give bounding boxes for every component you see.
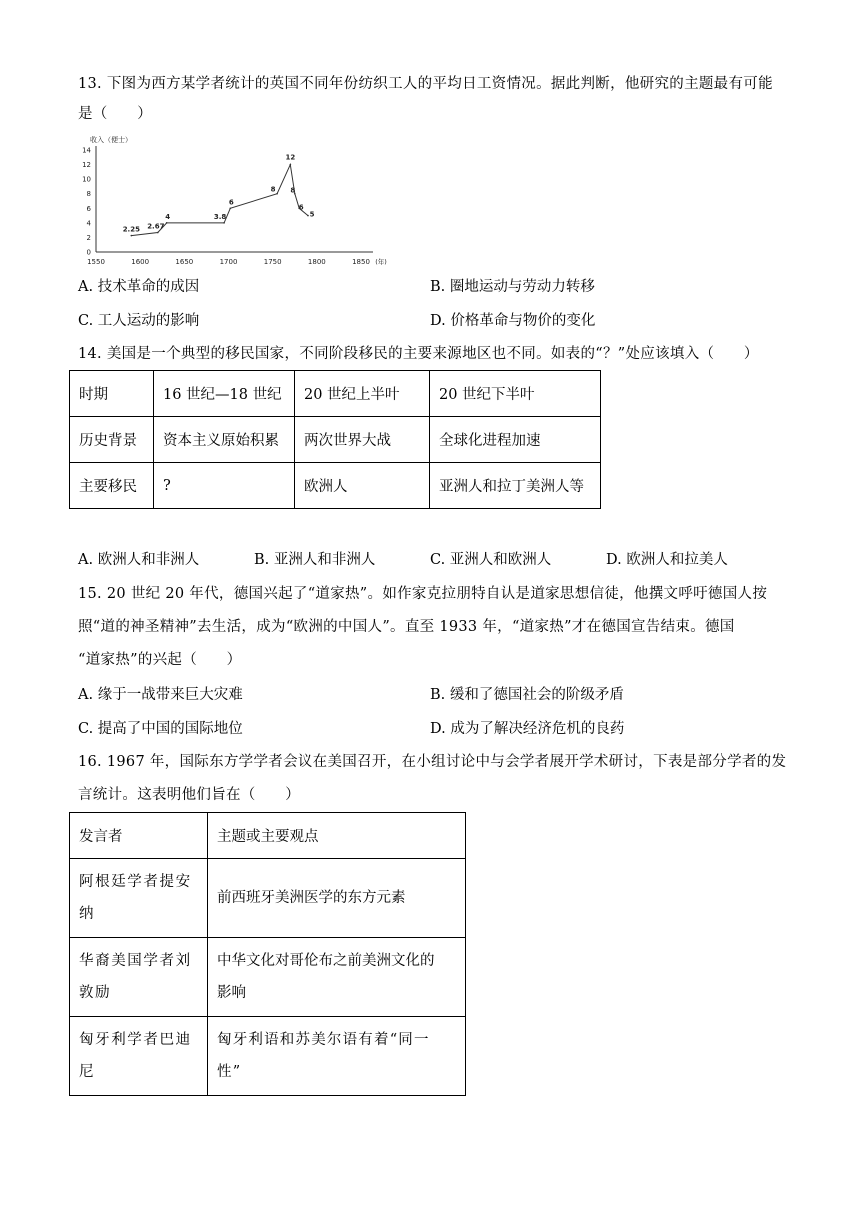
x-tick-label: 1700: [219, 258, 238, 266]
y-tick-label: 6: [86, 204, 91, 213]
table-cell: 历史背景: [70, 417, 154, 463]
speaker-line: 敦励: [79, 985, 112, 1001]
y-tick-label: 2: [86, 233, 91, 242]
data-point: [307, 215, 309, 217]
y-axis-label: 收入（便士）: [90, 136, 132, 144]
q15-stem-line2: 照“道的神圣精神”去生活，成为“欧洲的中国人”。直至 1933 年，“道家热”才在德国宣告结束。德国: [78, 619, 735, 635]
x-tick-label: 1550: [87, 258, 105, 266]
table-row: [70, 371, 601, 417]
data-point: [229, 207, 231, 209]
speaker-line: 华裔美国学者刘: [79, 953, 192, 969]
x-tick-label: 1650: [175, 258, 194, 266]
data-label: 6: [298, 203, 304, 212]
q15-option-b[interactable]: B. 缓和了德国社会的阶级矛盾: [430, 687, 624, 703]
y-tick-label: 12: [82, 161, 91, 170]
q16-stem-line2: 言统计。这表明他们旨在（ ）: [78, 787, 300, 803]
data-label: 12: [285, 153, 296, 162]
speaker-cell: [70, 859, 208, 938]
table-cell: 16 世纪—18 世纪: [154, 371, 295, 417]
q13-option-c[interactable]: C. 工人运动的影响: [78, 313, 200, 329]
data-label: 3.8: [213, 212, 227, 221]
topic-line: 影响: [217, 985, 246, 1001]
data-label: 5: [309, 210, 315, 219]
table-row: [70, 938, 466, 1017]
table-cell: 20 世纪下半叶: [430, 371, 601, 417]
table-cell: 亚洲人和拉丁美洲人等: [430, 463, 601, 509]
data-label: 6: [228, 198, 234, 207]
q16-stem-line1: 16. 1967 年，国际东方学学者会议在美国召开，在小组讨论中与会学者展开学术研讨，下表是部分学者的发: [78, 754, 787, 770]
table-row: [70, 1017, 466, 1096]
y-tick-label: 14: [82, 146, 91, 155]
topic-line: 性”: [217, 1064, 242, 1080]
topic-cell: [208, 859, 466, 938]
data-label: 8: [270, 185, 276, 194]
q13-option-d[interactable]: D. 价格革命与物价的变化: [430, 313, 596, 329]
topic-cell: [208, 938, 466, 1017]
table-row: [70, 813, 466, 859]
q15-stem-line1: 15. 20 世纪 20 年代，德国兴起了“道家热”。如作家克拉朋特自认是道家思想信徒，他撰文呼吁德国人按: [78, 586, 768, 602]
table-row: [70, 417, 601, 463]
speaker-line: 尼: [79, 1064, 96, 1080]
table-cell: 资本主义原始积累: [154, 417, 295, 463]
topic-line: 前西班牙美洲医学的东方元素: [217, 890, 406, 906]
table-header-cell: 发言者: [70, 813, 208, 859]
data-label: 2.67: [147, 222, 165, 231]
q14-option-b[interactable]: B. 亚洲人和非洲人: [254, 552, 376, 568]
table-cell: 两次世界大战: [295, 417, 430, 463]
data-label: 4: [165, 212, 171, 221]
table-row: [70, 859, 466, 938]
q13-option-a[interactable]: A. 技术革命的成因: [78, 279, 200, 295]
q14-option-d[interactable]: D. 欧洲人和拉美人: [606, 552, 728, 568]
y-tick-label: 4: [86, 219, 91, 228]
y-tick-label: 10: [82, 175, 91, 184]
table-cell: 主要移民: [70, 463, 154, 509]
q14-option-c[interactable]: C. 亚洲人和欧洲人: [430, 552, 552, 568]
chart-svg: [78, 128, 398, 268]
q13-stem-line1: 13. 下图为西方某学者统计的英国不同年份纺织工人的平均日工资情况。据此判断，他研究的主题最有可能: [78, 76, 773, 92]
q15-option-d[interactable]: D. 成为了解决经济危机的良药: [430, 721, 625, 737]
table-row: [70, 463, 601, 509]
table-header-cell: 主题或主要观点: [208, 813, 466, 859]
x-tick-label: 1800: [307, 258, 326, 266]
q13-stem-line2: 是（ ）: [78, 106, 152, 122]
data-label: 8: [290, 186, 296, 195]
q14-option-a[interactable]: A. 欧洲人和非洲人: [78, 552, 200, 568]
table-cell: 20 世纪上半叶: [295, 371, 430, 417]
table-cell: ?: [154, 463, 295, 509]
topic-cell: [208, 1017, 466, 1096]
data-point: [157, 232, 159, 234]
q14-stem: 14. 美国是一个典型的移民国家，不同阶段移民的主要来源地区也不同。如表的“？”处应该填入（ ）: [78, 346, 759, 362]
speaker-cell: [70, 1017, 208, 1096]
wage-line-chart: [78, 128, 398, 268]
q13-option-b[interactable]: B. 圈地运动与劳动力转移: [430, 279, 595, 295]
speaker-cell: [70, 938, 208, 1017]
x-tick-label: 1600: [131, 258, 150, 266]
data-point: [290, 164, 292, 166]
scholars-table: [69, 812, 466, 1096]
data-point: [276, 193, 278, 195]
q15-option-c[interactable]: C. 提高了中国的国际地位: [78, 721, 243, 737]
table-cell: 时期: [70, 371, 154, 417]
x-unit-label: (年): [375, 258, 387, 266]
speaker-line: 阿根廷学者提安: [79, 874, 192, 890]
topic-line: 匈牙利语和苏美尔语有着“同一: [217, 1032, 430, 1048]
q15-stem-line3: “道家热”的兴起（ ）: [78, 652, 242, 668]
y-tick-label: 0: [86, 248, 91, 257]
speaker-line: 纳: [79, 906, 96, 922]
q15-option-a[interactable]: A. 缘于一战带来巨大灾难: [78, 687, 243, 703]
topic-line: 中华文化对哥伦布之前美洲文化的: [217, 953, 435, 969]
immigration-table: [69, 370, 601, 509]
data-label: 2.25: [122, 225, 140, 234]
table-cell: 全球化进程加速: [430, 417, 601, 463]
speaker-line: 匈牙利学者巴迪: [79, 1032, 192, 1048]
data-point: [166, 222, 168, 224]
data-point: [131, 235, 133, 237]
x-tick-label: 1750: [263, 258, 282, 266]
x-tick-label: 1850: [352, 258, 370, 266]
y-tick-label: 8: [86, 190, 91, 199]
data-point: [223, 222, 225, 224]
table-cell: 欧洲人: [295, 463, 430, 509]
